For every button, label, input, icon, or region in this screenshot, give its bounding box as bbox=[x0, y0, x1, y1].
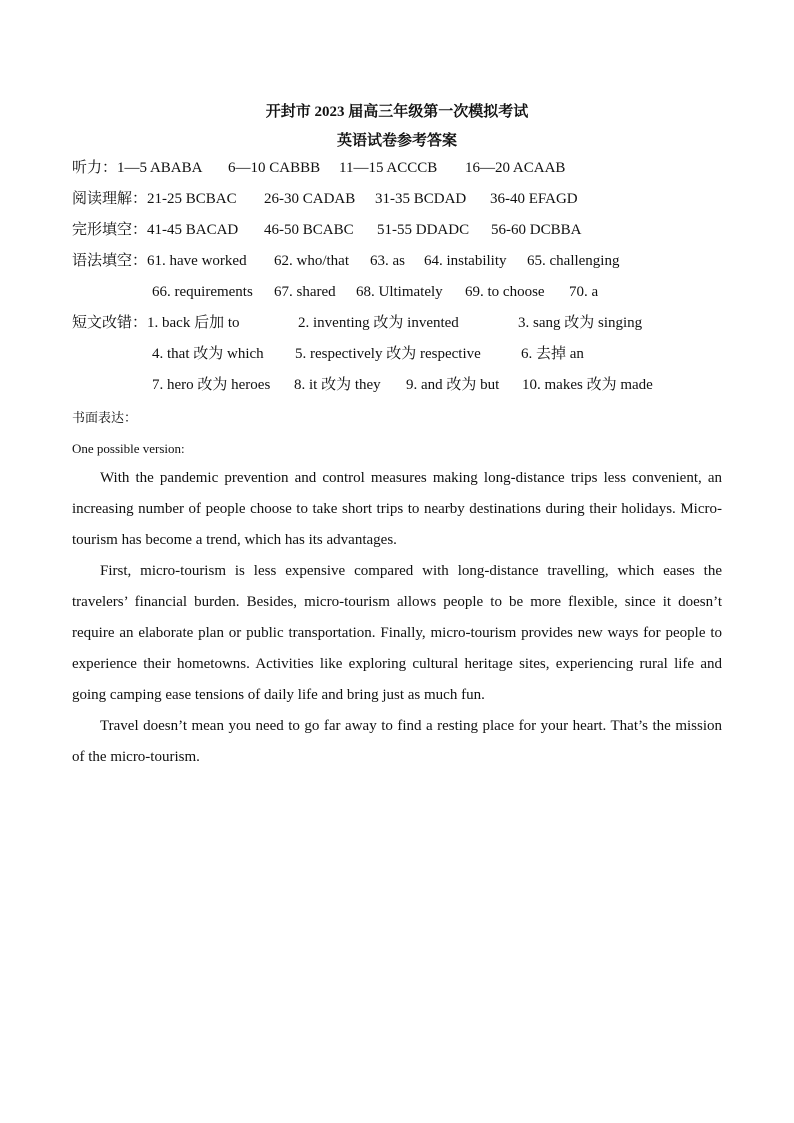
grammar-answers-line2 bbox=[152, 282, 772, 302]
correction-answers-line3 bbox=[152, 375, 772, 395]
answer-item: 62. who/that bbox=[274, 253, 349, 269]
document-title: 开封市 2023 届高三年级第一次模拟考试 bbox=[265, 104, 529, 120]
answer-item: 1. back 后加 to bbox=[147, 315, 240, 331]
answer-group: 41-45 BACAD bbox=[147, 222, 239, 238]
answer-group: 6—10 CABBB bbox=[228, 160, 321, 176]
version-label: One possible version: bbox=[72, 441, 185, 456]
answer-item: 10. makes 改为 made bbox=[522, 377, 653, 393]
answer-item: 2. inventing 改为 invented bbox=[298, 315, 459, 331]
grammar-answers-line1 bbox=[72, 251, 772, 271]
answer-group: 11—15 ACCCB bbox=[339, 160, 438, 176]
answer-group: 26-30 CADAB bbox=[264, 191, 356, 207]
section-label: 完形填空： bbox=[72, 222, 148, 238]
essay-body bbox=[72, 463, 722, 773]
answer-item: 66. requirements bbox=[152, 284, 253, 300]
listening-answers bbox=[72, 158, 566, 178]
answer-group: 46-50 BCABC bbox=[264, 222, 354, 238]
answer-item: 69. to choose bbox=[465, 284, 545, 300]
answer-item: 3. sang 改为 singing bbox=[518, 315, 643, 331]
answer-group: 16—20 ACAAB bbox=[465, 160, 566, 176]
section-label: 听力： bbox=[72, 160, 118, 176]
answer-item: 68. Ultimately bbox=[356, 284, 443, 300]
document-subtitle: 英语试卷参考答案 bbox=[336, 133, 457, 149]
answer-item: 64. instability bbox=[424, 253, 507, 269]
answer-item: 7. hero 改为 heroes bbox=[152, 377, 271, 393]
answer-item: 63. as bbox=[370, 253, 405, 269]
answer-item: 4. that 改为 which bbox=[152, 346, 264, 362]
answer-item: 5. respectively 改为 respective bbox=[295, 346, 481, 362]
correction-answers-line2 bbox=[152, 344, 772, 364]
answer-item: 61. have worked bbox=[147, 253, 247, 269]
writing-label: 书面表达： bbox=[72, 410, 138, 425]
reading-answers bbox=[72, 189, 772, 209]
essay-paragraph: With the pandemic prevention and control measures making long-distance trips less convenient, an increasing number of people choose to take short trips to nearby destinations during their holidays. Micro-tourism has become a trend, which has its advantages. bbox=[72, 470, 722, 548]
essay-paragraph: First, micro-tourism is less expensive compared with long-distance travelling, which eases the travelers’ financial burden. Besides, micro-tourism allows people to be more flexible, since it doesn’t require an elaborate plan or public transportation. Finally, micro-tourism provides new ways for people to experience their hometowns. Activities like exploring cultural heritage sites, experiencing rural life and going camping ease tensions of daily life and bring just as much fun. bbox=[72, 563, 722, 703]
answer-group: 1—5 ABABA bbox=[117, 160, 203, 176]
answer-group: 31-35 BCDAD bbox=[375, 191, 467, 207]
section-label: 短文改错： bbox=[72, 315, 148, 331]
answer-group: 36-40 EFAGD bbox=[490, 191, 578, 207]
answer-group: 51-55 DDADC bbox=[377, 222, 470, 238]
answer-item: 70. a bbox=[569, 284, 599, 300]
section-label: 语法填空： bbox=[72, 253, 148, 269]
section-label: 阅读理解： bbox=[72, 191, 148, 207]
answer-group: 21-25 BCBAC bbox=[147, 191, 237, 207]
answer-item: 9. and 改为 but bbox=[406, 377, 500, 393]
answer-item: 8. it 改为 they bbox=[294, 377, 381, 393]
cloze-answers bbox=[72, 220, 772, 240]
answer-item: 67. shared bbox=[274, 284, 336, 300]
answer-item: 6. 去掉 an bbox=[521, 346, 584, 362]
answer-item: 65. challenging bbox=[527, 253, 620, 269]
essay-paragraph: Travel doesn’t mean you need to go far away to find a resting place for your heart. That’s the mission of the micro-tourism. bbox=[72, 718, 722, 765]
correction-answers-line1 bbox=[72, 313, 772, 333]
answer-group: 56-60 DCBBA bbox=[491, 222, 582, 238]
